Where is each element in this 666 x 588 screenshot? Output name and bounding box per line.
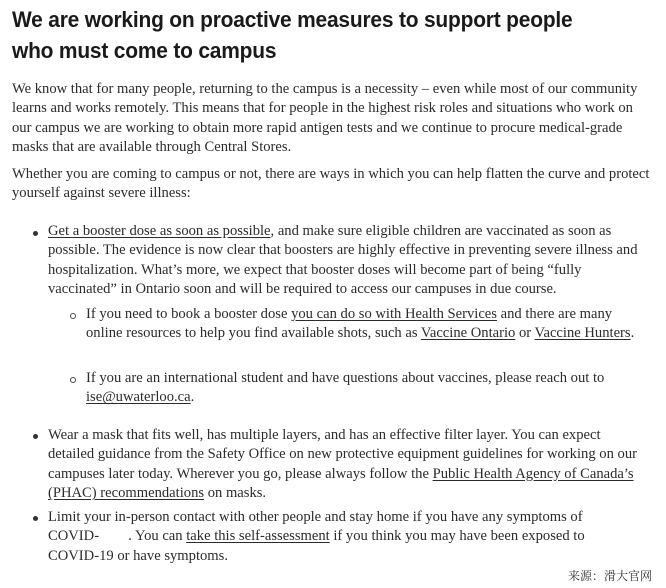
bullet-dot	[33, 231, 38, 236]
international-sub-bullet	[86, 369, 642, 408]
health-services-link[interactable]: you can do so with Health Services	[291, 306, 497, 322]
sub-bullet-circle	[70, 313, 76, 319]
self-assessment-link[interactable]: take this self-assessment	[186, 528, 330, 545]
mask-text-a: Wear a mask that fits well, has multiple layers, and has an effective filter layer. You can expect detailed guidance from the Safety Office on new protective equipment guidelines for working on our campuses later today. Wherever you go, please always follow the	[48, 427, 637, 482]
source-caption: 来源：滑大官网	[567, 569, 652, 583]
ise-email-link[interactable]: ise@uwaterloo.ca	[86, 389, 191, 406]
booking-text-c: or	[515, 325, 535, 342]
phac-recommendations-link[interactable]: Public Health Agency of Canada’s (PHAC) recommendations	[48, 465, 634, 502]
booking-text-b: and there are many online resources to help you find available shots, such as	[86, 306, 613, 342]
booking-text-a: If you need to book a booster dose	[86, 306, 292, 322]
international-text-a: If you are an international student and have questions about vaccines, please reach out to	[86, 370, 605, 386]
booking-sub-bullet	[86, 305, 642, 344]
vaccine-hunters-link[interactable]: Vaccine Hunters	[534, 325, 631, 342]
booking-text-d: .	[630, 325, 635, 342]
vaccine-ontario-link[interactable]: Vaccine Ontario	[420, 325, 516, 342]
sub-bullet-circle	[70, 377, 76, 383]
booster-dose-link[interactable]: Get a booster dose as soon as possible	[48, 223, 271, 239]
contact-bullet	[48, 508, 638, 566]
contact-text-b: if you think you may have been exposed to COVID-19 or have symptoms.	[48, 528, 585, 564]
booster-bullet	[48, 222, 638, 300]
intro-paragraph: We know that for many people, returning to the campus is a necessity – even while most of our community learns and works remotely. This means that for people in the highest risk roles and situations who work on our campus we are working to obtain more rapid antigen tests and we continue to procure medical-grade masks that are available through Central Stores.	[12, 81, 638, 156]
bullet-dot	[33, 434, 38, 439]
booster-bullet-text: , and make sure eligible children are vaccinated as soon as possible. The evidence is now clear that boosters are highly effective in preventing severe illness and hospitalization. What’s more, we expect that booster doses will become part of being “fully vaccinated” in Ontario soon and will be required to access our campuses in due course.	[48, 223, 638, 298]
mask-text-b: on masks.	[204, 485, 267, 502]
international-text-b: .	[190, 389, 195, 406]
flatten-curve-paragraph: Whether you are coming to campus or not, there are ways in which you can help flatten the curve and protect yourself against severe illness:	[12, 166, 650, 202]
article-heading: We are working on proactive measures to support people who must come to campus	[12, 7, 573, 63]
bullet-dot	[33, 516, 38, 521]
mask-bullet	[48, 426, 638, 504]
contact-text-a: Limit your in-person contact with other people and stay home if you have any symptoms of COVID- . You can	[48, 509, 583, 545]
